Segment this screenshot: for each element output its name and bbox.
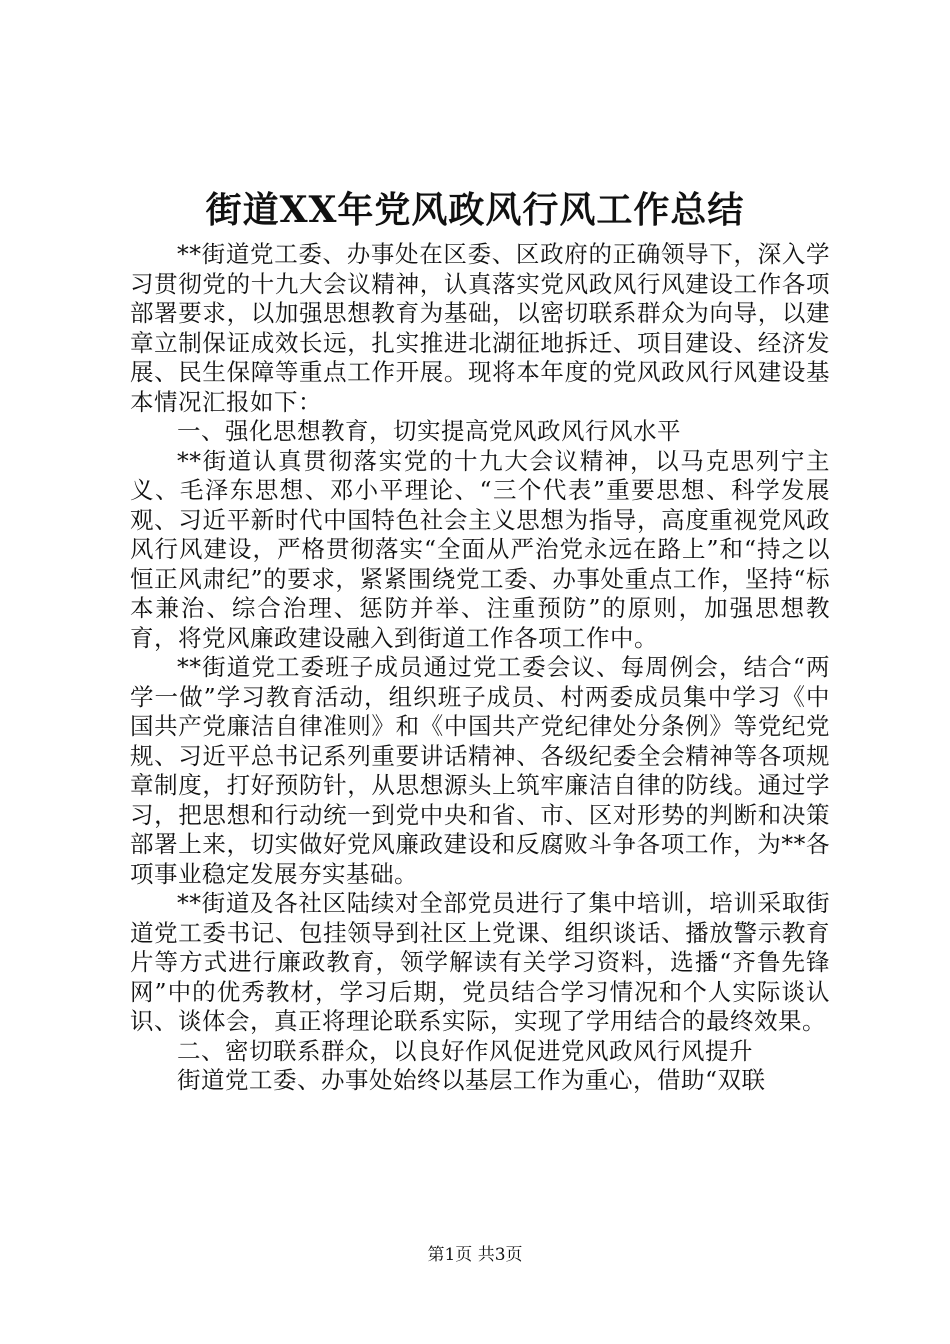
- document-body: [130, 240, 830, 1096]
- body-paragraph: **街道及各社区陆续对全部党员进行了集中培训，培训采取街道党工委书记、包挂领导到社区上党课、组织谈话、播放警示教育片等方式进行廉政教育，领学解读有关学习资料，选播“齐鲁先锋网”中的优秀教材，学习后期，党员结合学习情况和个人实际谈认识、谈体会，真正将理论联系实际，实现了学用结合的最终效果。: [130, 889, 830, 1035]
- document-title: 街道XX年党风政风行风工作总结: [205, 189, 745, 231]
- page-footer: 第1页 共3页: [427, 1245, 523, 1265]
- body-paragraph: 街道党工委、办事处始终以基层工作为重心，借助“双联: [177, 1066, 766, 1094]
- body-paragraph: **街道认真贯彻落实党的十九大会议精神，以马克思列宁主义、毛泽东思想、邓小平理论、“三个代表”重要思想、科学发展观、习近平新时代中国特色社会主义思想为指导，高度重视党风政风行风建设，严格贯彻落实“全面从严治党永远在路上”和“持之以恒正风肃纪”的要求，紧紧围绕党工委、办事处重点工作，坚持“标本兼治、综合治理、惩防并举、注重预防”的原则，加强思想教育，将党风廉政建设融入到街道工作各项工作中。: [130, 446, 830, 652]
- body-paragraph: **街道党工委班子成员通过党工委会议、每周例会，结合“两学一做”学习教育活动，组织班子成员、村两委成员集中学习《中国共产党廉洁自律准则》和《中国共产党纪律处分条例》等党纪党规、习近平总书记系列重要讲话精神、各级纪委全会精神等各项规章制度，打好预防针，从思想源头上筑牢廉洁自律的防线。通过学习，把思想和行动统一到党中央和省、市、区对形势的判断和决策部署上来，切实做好党风廉政建设和反腐败斗争各项工作，为**各项事业稳定发展夯实基础。: [130, 653, 830, 888]
- intro-paragraph: **街道党工委、办事处在区委、区政府的正确领导下，深入学习贯彻党的十九大会议精神，认真落实党风政风行风建设工作各项部署要求，以加强思想教育为基础，以密切联系群众为向导，以建章立制保证成效长远，扎实推进北湖征地拆迁、项目建设、经济发展、民生保障等重点工作开展。现将本年度的党风政风行风建设基本情况汇报如下：: [130, 240, 830, 416]
- section-heading-2: 二、密切联系群众，以良好作风促进党风政风行风提升: [177, 1036, 753, 1065]
- section-heading-1: 一、强化思想教育，切实提高党风政风行风水平: [177, 417, 681, 445]
